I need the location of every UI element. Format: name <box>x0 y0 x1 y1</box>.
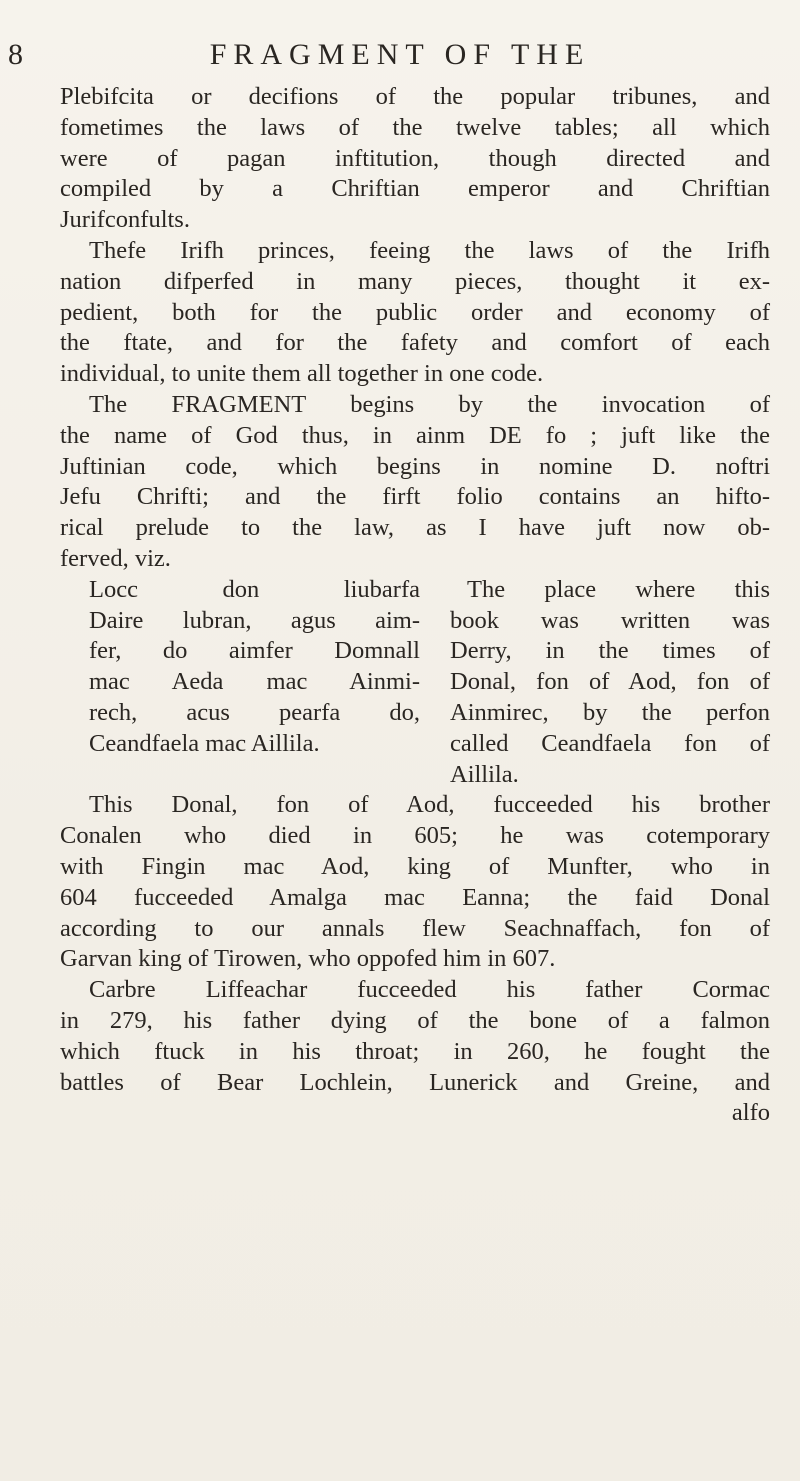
text-line: Carbre Liffeachar fucceeded his father Cormac <box>89 976 770 1004</box>
text-line: Conalen who died in 605; he was cotemporary <box>60 822 770 850</box>
text-line: Donal, fon of Aod, fon of <box>450 668 770 696</box>
text-line: mac Aeda mac Ainmi- <box>89 668 420 696</box>
text-line: Jurifconfults. <box>60 206 190 234</box>
text-line: Juftinian code, which begins in nomine D. noftri <box>60 452 770 480</box>
text-line: which ftuck in his throat; in 260, he fought the <box>60 1037 770 1065</box>
text-line: battles of Bear Lochlein, Lunerick and Greine, and <box>60 1068 770 1096</box>
text-line: This Donal, fon of Aod, fucceeded his brother <box>89 791 770 819</box>
paragraph-2 <box>60 236 770 390</box>
text-line: fometimes the laws of the twelve tables; all which <box>60 113 770 141</box>
text-line: compiled by a Chriftian emperor and Chriftian <box>60 175 770 203</box>
text-line: pedient, both for the public order and economy of <box>60 298 770 326</box>
text-line: Jefu Chrifti; and the firft folio contains an hifto- <box>60 483 770 511</box>
text-line: fer, do aimfer Domnall <box>89 637 420 665</box>
text-line: rech, acus pearfa do, <box>89 698 420 726</box>
page-header <box>0 38 800 78</box>
text-line: Locc don liubarfa <box>89 575 420 603</box>
paragraph-1 <box>60 82 770 236</box>
text-line: the name of God thus, in ainm DE fo ; juft like the <box>60 421 770 449</box>
text-line: book was written was <box>450 606 770 634</box>
paragraph-4 <box>60 790 770 975</box>
text-line: Plebifcita or decifions of the popular tribunes, and <box>60 83 770 110</box>
paragraph-3 <box>60 390 770 575</box>
text-line: called Ceandfaela fon of <box>450 729 770 757</box>
parallel-text <box>60 575 770 791</box>
text-line: Ceandfaela mac Aillila. <box>89 729 320 757</box>
text-line: rical prelude to the law, as I have juft now ob- <box>60 514 770 542</box>
running-head: FRAGMENT OF THE <box>209 38 591 71</box>
catchword: alfo <box>731 1099 770 1127</box>
text-line: the ftate, and for the fafety and comfort of each <box>60 329 770 357</box>
page-number: 8 <box>8 38 23 71</box>
text-line: nation difperfed in many pieces, thought it ex- <box>60 267 770 295</box>
text-line: Derry, in the times of <box>450 637 770 665</box>
text-line: The FRAGMENT begins by the invocation of <box>89 390 770 418</box>
text-line: The place where this <box>467 575 770 603</box>
text-line: were of pagan inftitution, though directed and <box>60 144 770 172</box>
irish-column <box>60 575 420 791</box>
text-line: Thefe Irifh princes, feeing the laws of the Irifh <box>89 236 770 264</box>
text-line: according to our annals flew Seachnaffach, fon of <box>60 914 770 942</box>
paragraph-5 <box>60 975 770 1098</box>
text-line: Garvan king of Tirowen, who oppofed him in 607. <box>60 945 556 973</box>
text-line: ferved, viz. <box>60 544 171 572</box>
text-line: Ainmirec, by the perfon <box>450 698 770 726</box>
text-line: Aillila. <box>450 760 519 788</box>
body-text <box>60 82 770 1129</box>
text-line: Daire lubran, agus aim- <box>89 606 420 634</box>
text-line: with Fingin mac Aod, king of Munfter, who in <box>60 852 770 880</box>
text-line: 604 fucceeded Amalga mac Eanna; the faid Donal <box>60 883 770 911</box>
text-line: in 279, his father dying of the bone of a falmon <box>60 1006 770 1034</box>
text-line: individual, to unite them all together in one code. <box>60 360 544 388</box>
english-column <box>450 575 770 791</box>
